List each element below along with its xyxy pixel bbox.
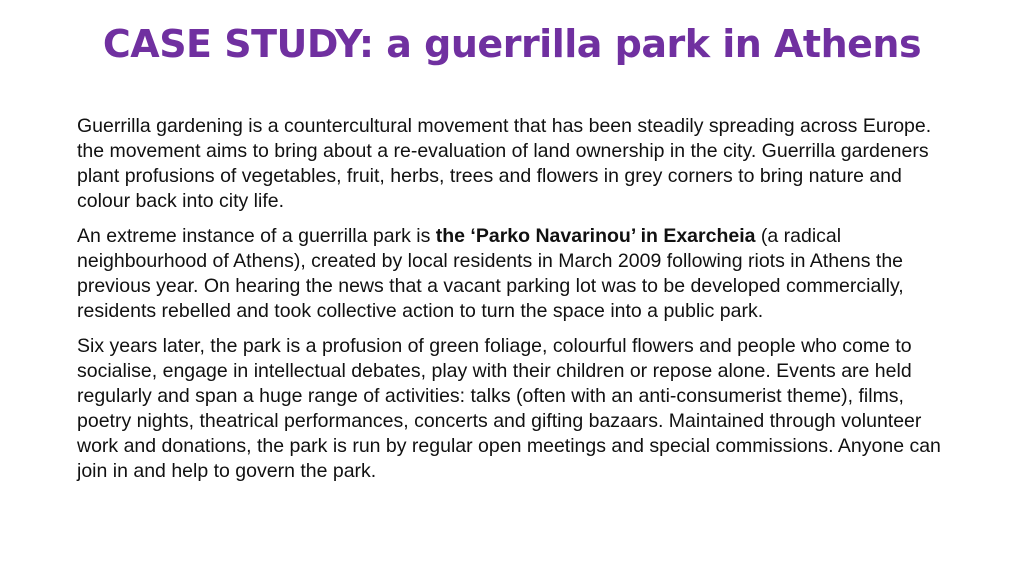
paragraph-six-years-later: Six years later, the park is a profusion of green foliage, colourful flowers and people who come to socialise, engage in intellectual debates, play with their children or repose alone. Events are held regularly and span a huge range of activities: talks (often with an anti-consumerist theme), films, poetry nights, theatrical performances, concerts and gifting bazaars. Maintained through volunteer work and donations, the park is run by regular open meetings and special commissions. Anyone can join in and help to govern the park. bbox=[77, 335, 941, 482]
paragraph-guerrilla-gardening: Guerrilla gardening is a countercultural movement that has been steadily spreading across Europe. the movement aims to bring about a re-evaluation of land ownership in the city. Guerrilla gardeners plant profusions of vegetables, fruit, herbs, trees and flowers in grey corners to bring nature and colour back into city life. bbox=[77, 115, 932, 212]
slide-body bbox=[77, 114, 957, 494]
slide-title: CASE STUDY: a guerrilla park in Athens bbox=[102, 22, 922, 66]
park-name-bold: the ‘Parko Navarinou’ in Exarcheia bbox=[435, 225, 756, 247]
paragraph-text-rest: (a radical neighbourhood of Athens), created by local residents in March 2009 following riots in Athens the previous year. On hearing the news that a vacant parking lot was to be developed commercially, residents rebelled and took collective action to turn the space into a public park. bbox=[77, 225, 904, 322]
paragraph-parko-navarinou bbox=[77, 224, 957, 324]
paragraph-text-lead: An extreme instance of a guerrilla park is bbox=[77, 225, 436, 247]
